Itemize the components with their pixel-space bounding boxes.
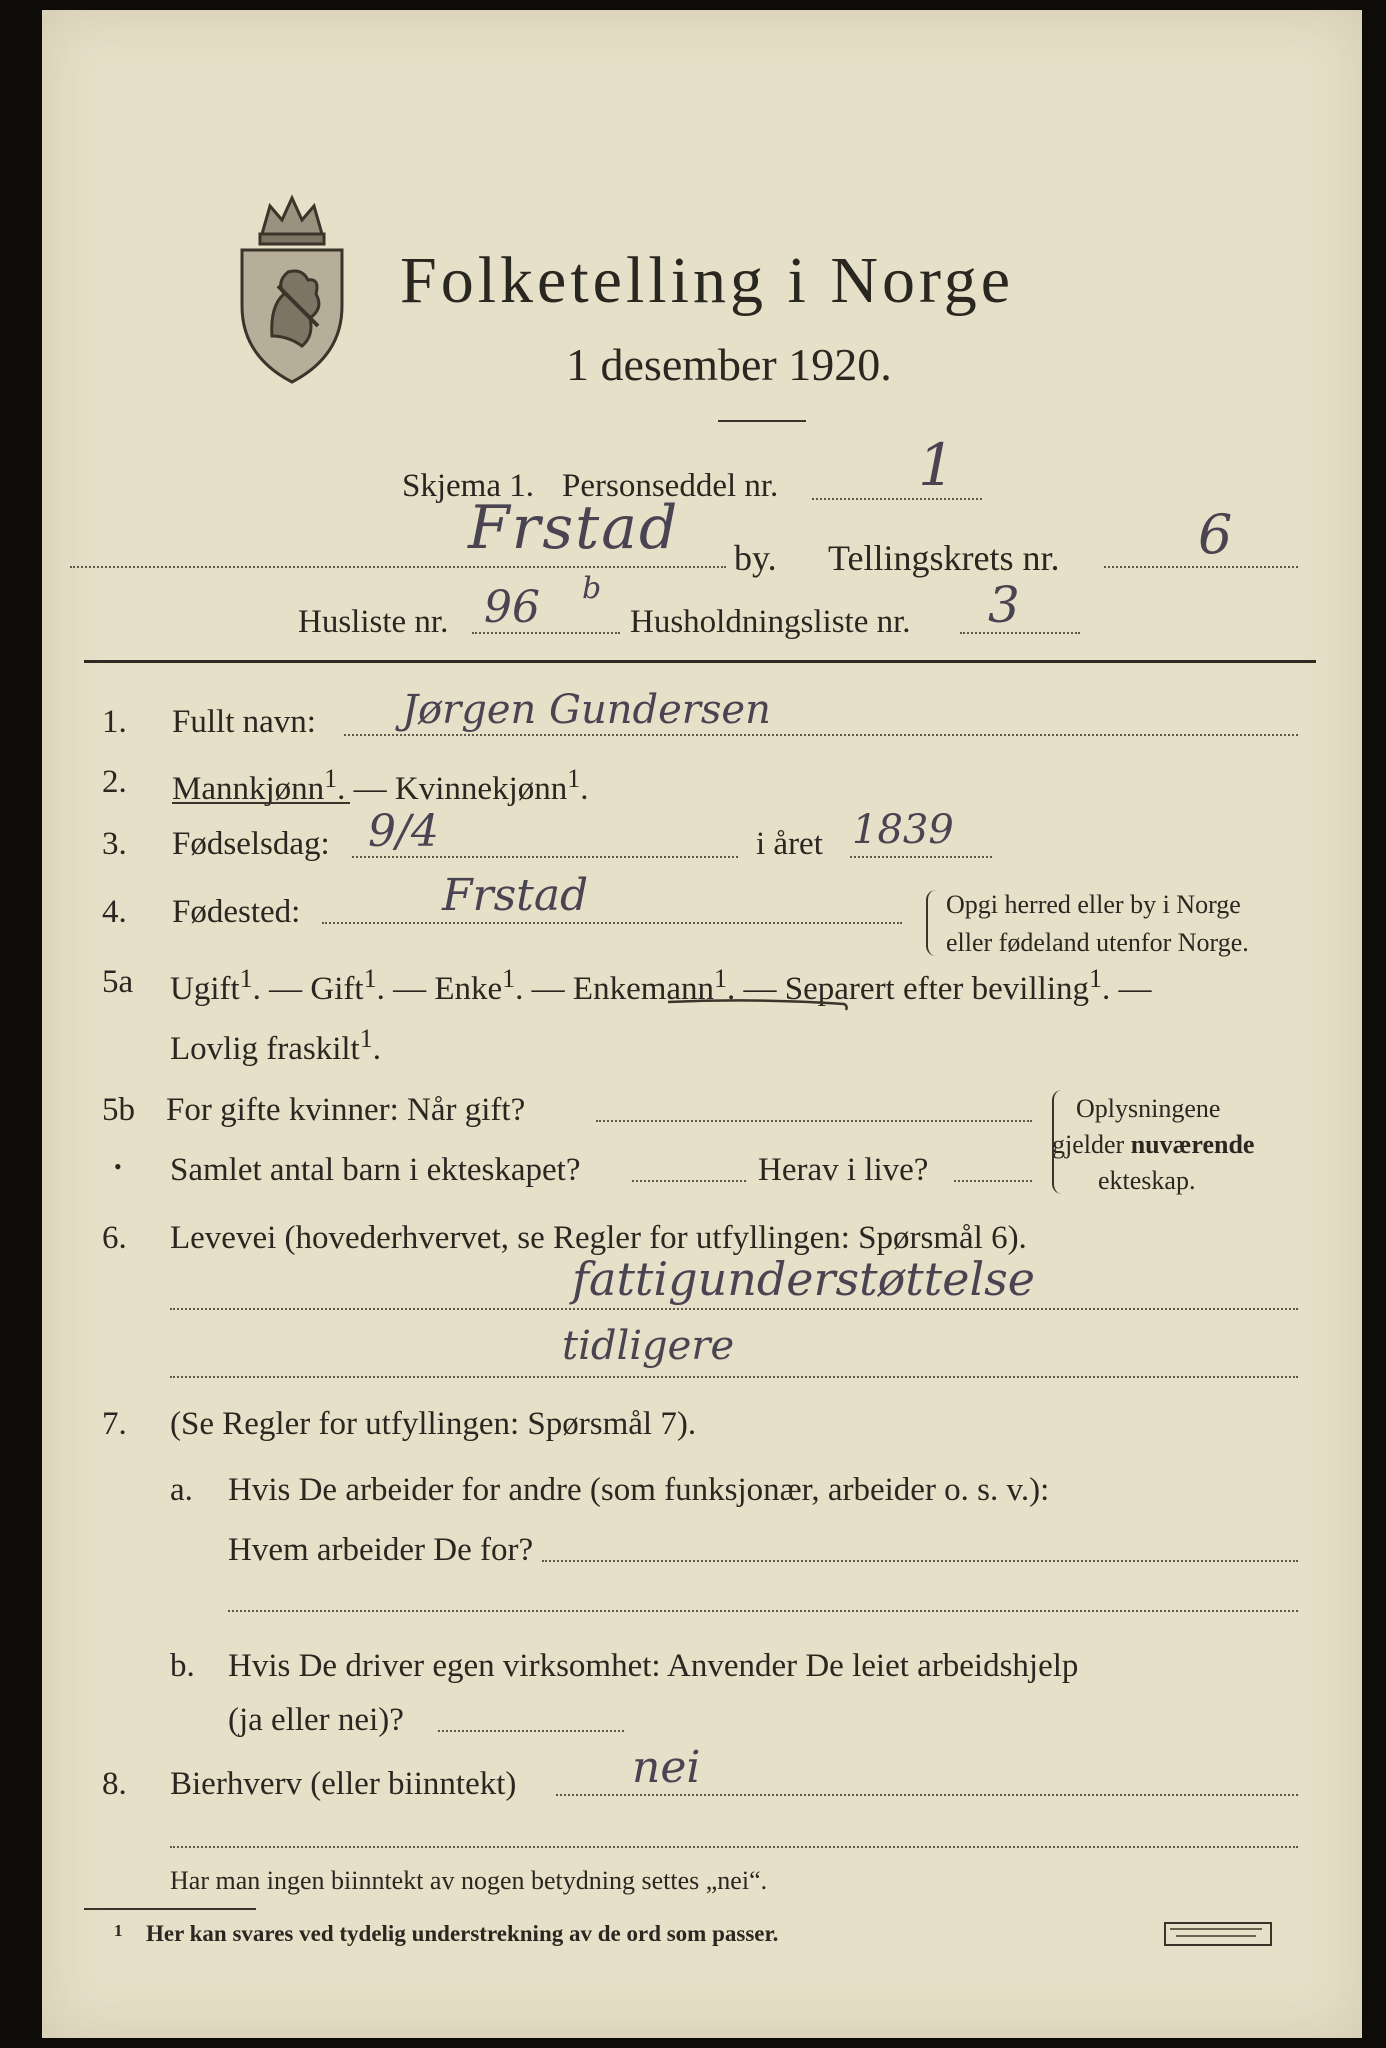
- title-divider: [718, 420, 806, 422]
- year-label: i året: [756, 826, 823, 862]
- tellingskrets-line: [1104, 566, 1298, 568]
- q7a-letter: a.: [170, 1472, 193, 1508]
- option-separert[interactable]: Separert efter bevilling: [784, 971, 1089, 1007]
- census-form-sheet: [42, 10, 1362, 2038]
- q1-label: Fullt navn:: [172, 704, 316, 740]
- q8-label: Bierhverv (eller biinntekt): [170, 1766, 517, 1802]
- husholdning-value[interactable]: 3: [988, 576, 1020, 634]
- town-line: [70, 566, 726, 568]
- employer-line: [542, 1560, 1298, 1562]
- side-income-line-2: [170, 1846, 1298, 1848]
- by-label: by.: [734, 538, 777, 578]
- q7a-text: Hvis De arbeider for andre (som funksjonær, arbeider o. s. v.):: [228, 1472, 1050, 1508]
- q2-options: Mannkjønn$^1$. — Kvinnekjønn$^1$.: [172, 764, 589, 807]
- footnote-mark: 1: [114, 1921, 123, 1940]
- q4-label: Fødested:: [172, 894, 301, 930]
- husholdning-line: [960, 632, 1080, 634]
- personseddel-label: Personseddel nr.: [562, 468, 779, 504]
- marital-options: Ugift$^1$. — Gift$^1$. — Enke$^1$. — Enkemann$^1$. — Separert efter bevilling$^1$. —: [170, 964, 1152, 1007]
- employer-line-2: [228, 1610, 1298, 1612]
- side-income-note: Har man ingen biinntekt av nogen betydning settes „nei“.: [170, 1866, 768, 1895]
- occupation-value-2[interactable]: tidligere: [562, 1323, 735, 1369]
- married-women-label: For gifte kvinner: Når gift?: [166, 1092, 526, 1128]
- q5b-note-3: ekteskap.: [1098, 1166, 1196, 1195]
- q3-label: Fødselsdag:: [172, 826, 330, 862]
- year-value[interactable]: 1839: [852, 807, 954, 853]
- q4-brace: [926, 890, 938, 956]
- option-enkemann[interactable]: Enkemann: [572, 971, 715, 1007]
- option-enke[interactable]: Enke: [434, 971, 503, 1007]
- children-line: [632, 1180, 746, 1182]
- q7-label: (Se Regler for utfyllingen: Spørsmål 7).: [170, 1406, 697, 1442]
- children-label: Samlet antal barn i ekteskapet?: [170, 1152, 581, 1188]
- personseddel-value[interactable]: 1: [918, 431, 955, 499]
- alive-label: Herav i live?: [758, 1152, 929, 1188]
- alive-line: [954, 1180, 1032, 1182]
- hired-help-line: [438, 1730, 624, 1732]
- q5a-number: 5a: [102, 964, 134, 1000]
- birthplace-note-2: eller fødeland utenfor Norge.: [946, 928, 1249, 957]
- full-name-value[interactable]: Jørgen Gundersen: [402, 687, 771, 733]
- q5b-number: 5b: [102, 1092, 135, 1128]
- husliste-suffix: b: [582, 571, 602, 606]
- full-name-line: [344, 734, 1298, 736]
- husholdning-label: Husholdningsliste nr.: [630, 604, 911, 640]
- footnote-text: Her kan svares ved tydelig understrekning av de ord som passer.: [146, 1921, 779, 1946]
- printer-stamp: [1164, 1922, 1272, 1946]
- tellingskrets-label: Tellingskrets nr.: [828, 538, 1060, 578]
- personseddel-line: [812, 498, 982, 500]
- skjema-label: Skjema 1.: [402, 468, 534, 504]
- husliste-value[interactable]: 96: [484, 582, 540, 633]
- option-ugift[interactable]: Ugift: [170, 971, 240, 1007]
- census-date: 1 desember 1920.: [566, 339, 892, 390]
- footnote-rule: [84, 1908, 256, 1910]
- married-when-line: [596, 1120, 1032, 1122]
- birthplace-line: [322, 922, 902, 924]
- q5b-note-2: gjelder nuværende: [1052, 1130, 1255, 1159]
- occupation-line-2: [170, 1376, 1298, 1378]
- year-line: [850, 856, 992, 858]
- option-fraskilt[interactable]: Lovlig fraskilt$^1$.: [170, 1024, 381, 1067]
- enkemann-underline: [666, 996, 850, 1012]
- female-option[interactable]: Kvinnekjønn: [394, 771, 568, 807]
- birthplace-note-1: Opgi herred eller by i Norge: [946, 890, 1241, 919]
- coat-of-arms-icon: [232, 186, 352, 386]
- husliste-label: Husliste nr.: [298, 604, 449, 640]
- option-gift[interactable]: Gift: [310, 971, 364, 1007]
- q6-number: 6.: [102, 1220, 127, 1256]
- side-income-value[interactable]: nei: [632, 1742, 701, 1793]
- town-value[interactable]: Frstad: [468, 493, 680, 563]
- birthday-value[interactable]: 9/4: [368, 806, 439, 857]
- q2-number: 2.: [102, 764, 127, 800]
- male-option[interactable]: Mannkjønn: [172, 771, 325, 807]
- tellingskrets-value[interactable]: 6: [1198, 503, 1233, 566]
- q4-number: 4.: [102, 894, 127, 930]
- q8-number: 8.: [102, 1766, 127, 1802]
- q5b-bullet: •: [114, 1154, 122, 1179]
- occupation-line-1: [170, 1308, 1298, 1310]
- q5b-note-1: Oplysningene: [1076, 1094, 1221, 1123]
- male-underline: [172, 802, 350, 804]
- occupation-value-1[interactable]: fattigunderstøttelse: [572, 1252, 1036, 1306]
- form-title: Folketelling i Norge: [400, 244, 1015, 317]
- q3-number: 3.: [102, 826, 127, 862]
- q7-number: 7.: [102, 1406, 127, 1442]
- q6-label: Levevei (hovederhvervet, se Regler for utfyllingen: Spørsmål 6).: [170, 1220, 1027, 1256]
- q7b-question: (ja eller nei)?: [228, 1702, 404, 1738]
- q7a-question: Hvem arbeider De for?: [228, 1532, 534, 1568]
- q7b-text: Hvis De driver egen virksomhet: Anvender De leiet arbeidshjelp: [228, 1648, 1079, 1684]
- side-income-line: [556, 1794, 1298, 1796]
- q7b-letter: b.: [170, 1648, 195, 1684]
- q1-number: 1.: [102, 704, 127, 740]
- header-separator: [84, 660, 1316, 663]
- birthplace-value[interactable]: Frstad: [442, 870, 589, 921]
